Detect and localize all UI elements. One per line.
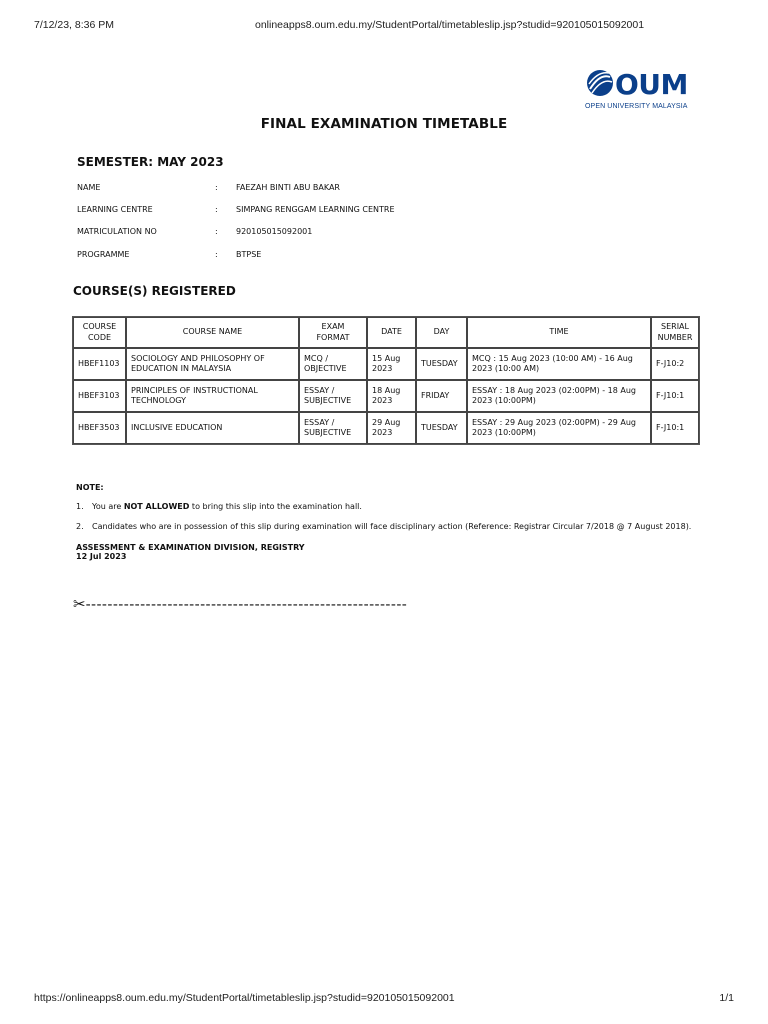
exam-format-cell: MCQ / OBJECTIVE [299, 348, 367, 380]
print-header [34, 19, 734, 33]
field-label: PROGRAMME [77, 250, 130, 259]
print-footer [34, 992, 734, 1006]
field-separator: : [215, 205, 218, 214]
semester-heading: SEMESTER: MAY 2023 [77, 155, 224, 169]
course-name-cell: PRINCIPLES OF INSTRUCTIONAL TECHNOLOGY [126, 380, 299, 412]
field-value: SIMPANG RENGGAM LEARNING CENTRE [236, 205, 395, 214]
print-url: onlineapps8.oum.edu.my/StudentPortal/timetableslip.jsp?studid=920105015092001 [255, 19, 645, 31]
field-value: FAEZAH BINTI ABU BAKAR [236, 183, 340, 192]
date-cell: 15 Aug 2023 [367, 348, 416, 380]
field-separator: : [215, 250, 218, 259]
note-number: 1. [76, 502, 84, 511]
column-header-exam-format: EXAM FORMAT [299, 317, 367, 348]
note-text-start: You are [92, 502, 124, 511]
date-cell: 18 Aug 2023 [367, 380, 416, 412]
serial-number-cell: F-J10:1 [651, 380, 699, 412]
course-code-cell: HBEF3503 [73, 412, 126, 444]
logo-subtitle: OPEN UNIVERSITY MALAYSIA [585, 103, 688, 110]
course-name-cell: INCLUSIVE EDUCATION [126, 412, 299, 444]
logo-brand-text: OUM [615, 68, 688, 101]
time-cell: ESSAY : 18 Aug 2023 (02:00PM) - 18 Aug 2023 (10:00PM) [467, 380, 651, 412]
table-row [73, 412, 699, 444]
table-row [73, 348, 699, 380]
page-title: FINAL EXAMINATION TIMETABLE [260, 116, 508, 132]
serial-number-cell: F-J10:2 [651, 348, 699, 380]
time-cell: ESSAY : 29 Aug 2023 (02:00PM) - 29 Aug 2023 (10:00PM) [467, 412, 651, 444]
day-cell: TUESDAY [416, 348, 467, 380]
footer-url: https://onlineapps8.oum.edu.my/StudentPortal/timetableslip.jsp?studid=920105015092001 [34, 992, 455, 1004]
page-number: 1/1 [719, 992, 734, 1004]
field-separator: : [215, 183, 218, 192]
table-header-row [73, 317, 699, 348]
day-cell: FRIDAY [416, 380, 467, 412]
note-text: Candidates who are in possession of this slip during examination will face disciplinary action (Reference: Registrar Circular 7/2018 @ 7 August 2018). [92, 522, 692, 531]
note-title: NOTE: [76, 483, 104, 492]
exam-format-cell: ESSAY / SUBJECTIVE [299, 380, 367, 412]
course-code-cell: HBEF1103 [73, 348, 126, 380]
courses-table [72, 316, 700, 445]
field-value: 920105015092001 [236, 227, 313, 236]
date-cell: 29 Aug 2023 [367, 412, 416, 444]
dashed-line: ----------------------------------------------------------- [85, 597, 408, 613]
globe-icon [585, 68, 615, 98]
note-text-end: to bring this slip into the examination hall. [189, 502, 362, 511]
note-item-1 [76, 502, 362, 511]
day-cell: TUESDAY [416, 412, 467, 444]
field-separator: : [215, 227, 218, 236]
division-name: ASSESSMENT & EXAMINATION DIVISION, REGISTRY [76, 543, 305, 552]
exam-format-cell: ESSAY / SUBJECTIVE [299, 412, 367, 444]
cut-line [73, 595, 407, 613]
scissors-icon: ✂ [73, 595, 86, 613]
column-header-course-code: COURSE CODE [73, 317, 126, 348]
column-header-date: DATE [367, 317, 416, 348]
serial-number-cell: F-J10:1 [651, 412, 699, 444]
field-label: NAME [77, 183, 101, 192]
column-header-serial-number: SERIAL NUMBER [651, 317, 699, 348]
note-item-2 [76, 522, 691, 531]
table-row [73, 380, 699, 412]
issue-date: 12 Jul 2023 [76, 552, 127, 561]
issuing-division [76, 543, 305, 561]
column-header-course-name: COURSE NAME [126, 317, 299, 348]
field-value: BTPSE [236, 250, 262, 259]
course-code-cell: HBEF3103 [73, 380, 126, 412]
note-emphasis: NOT ALLOWED [123, 502, 190, 511]
course-name-cell: SOCIOLOGY AND PHILOSOPHY OF EDUCATION IN MALAYSIA [126, 348, 299, 380]
column-header-time: TIME [467, 317, 651, 348]
time-cell: MCQ : 15 Aug 2023 (10:00 AM) - 16 Aug 2023 (10:00 AM) [467, 348, 651, 380]
note-number: 2. [76, 522, 84, 531]
field-label: LEARNING CENTRE [77, 205, 153, 214]
courses-heading: COURSE(S) REGISTERED [73, 284, 236, 298]
column-header-day: DAY [416, 317, 467, 348]
oum-logo [585, 68, 691, 114]
field-label: MATRICULATION NO [77, 227, 157, 236]
print-datetime: 7/12/23, 8:36 PM [34, 19, 114, 31]
